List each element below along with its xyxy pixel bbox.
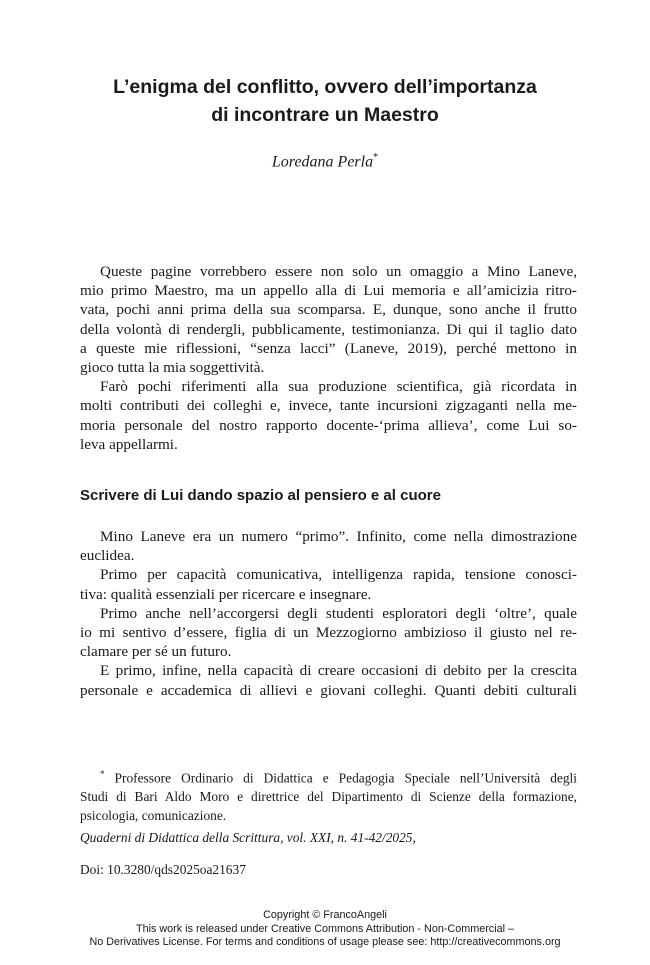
text-line: Primo anche nell’accorgersi degli studenti esploratori degli ‘oltre’, quale [100,604,577,622]
license-line: No Derivatives License. For terms and conditions of usage please see: http://creativecommons.org [89,936,561,948]
text-line: personale e accademica di allievi e giovani colleghi. Quanti debiti culturali [80,681,577,699]
text-line: vata, pochi anni prima della sua scomparsa. E, dunque, sono anche il frutto [80,301,577,319]
license-line: This work is released under Creative Commons Attribution - Non-Commercial – [135,922,515,935]
copyright-line: Copyright © FrancoAngeli [263,909,387,921]
section-heading: Scrivere di Lui dando spazio al pensiero e al cuore [80,487,441,504]
text-line: tiva: qualità essenziali per ricercare e insegnare. [80,585,372,603]
footnote-line [80,765,577,787]
paragraph [80,527,577,565]
section-text [80,527,577,700]
paragraph [80,604,577,662]
paragraph [80,377,577,454]
author-footnote-marker: * [373,152,379,163]
text-line: io mi sentivo d’essere, figlia di un Mezzogiorno ambizioso il giusto nel re- [80,624,577,642]
paragraph [80,565,577,603]
footnote-text: Professore Ordinario di Didattica e Pedagogia Speciale nell’Università degli [114,770,577,786]
text-line: Primo per capacità comunicativa, intelligenza rapida, tensione conosci- [100,566,577,584]
text-line: leva appellarmi. [80,435,178,453]
text-line: a queste mie riflessioni, “senza lacci” (Laneve, 2019), perché mettono in [80,339,577,357]
footnote [80,765,577,825]
text-line: della volontà di rendergli, pubblicamente, testimonianza. Di qui il taglio dato [80,320,577,338]
footnote-line: Studi di Bari Aldo Moro e direttrice del Dipartimento di Scienze della formazione, [80,789,577,805]
text-line: molti contributi dei colleghi e, invece, tante incursioni zigzaganti nella me- [80,397,577,415]
doi: Doi: 10.3280/qds2025oa21637 [80,862,246,877]
text-line: gioco tutta la mia soggettività. [80,359,265,377]
footnote-line: psicologia, comunicazione. [80,808,227,824]
text-line: Queste pagine vorrebbero essere non solo un omaggio a Mino Laneve, [100,263,577,280]
text-line: Farò pochi riferimenti alla sua produzione scientifica, già ricordata in [100,378,577,396]
author-name [60,148,590,172]
article-title-line-1: L’enigma del conflitto, ovvero dell’importanza [113,76,537,98]
intro-text [80,262,577,454]
text-line: moria personale del nostro rapporto docente-‘prima allieva’, come Lui so- [80,416,577,434]
paragraph [80,262,577,377]
article-title [60,73,590,129]
author-name-text: Loredana Perla [271,153,374,171]
text-line: clamare per sé un futuro. [80,643,232,661]
footnote-marker: * [100,769,105,779]
article-title-line-2: di incontrare un Maestro [211,104,439,126]
license-notice [0,909,650,950]
journal-reference: Quaderni di Didattica della Scrittura, vol. XXI, n. 41-42/2025, [80,830,416,845]
paragraph [80,661,577,699]
text-line: Mino Laneve era un numero “primo”. Infinito, come nella dimostrazione [100,528,577,545]
text-line: mio primo Maestro, ma un appello alla di Lui memoria e all’amicizia ritro- [80,282,577,300]
text-line: euclidea. [80,547,135,565]
text-line: E primo, infine, nella capacità di creare occasioni di debito per la crescita [100,662,577,680]
